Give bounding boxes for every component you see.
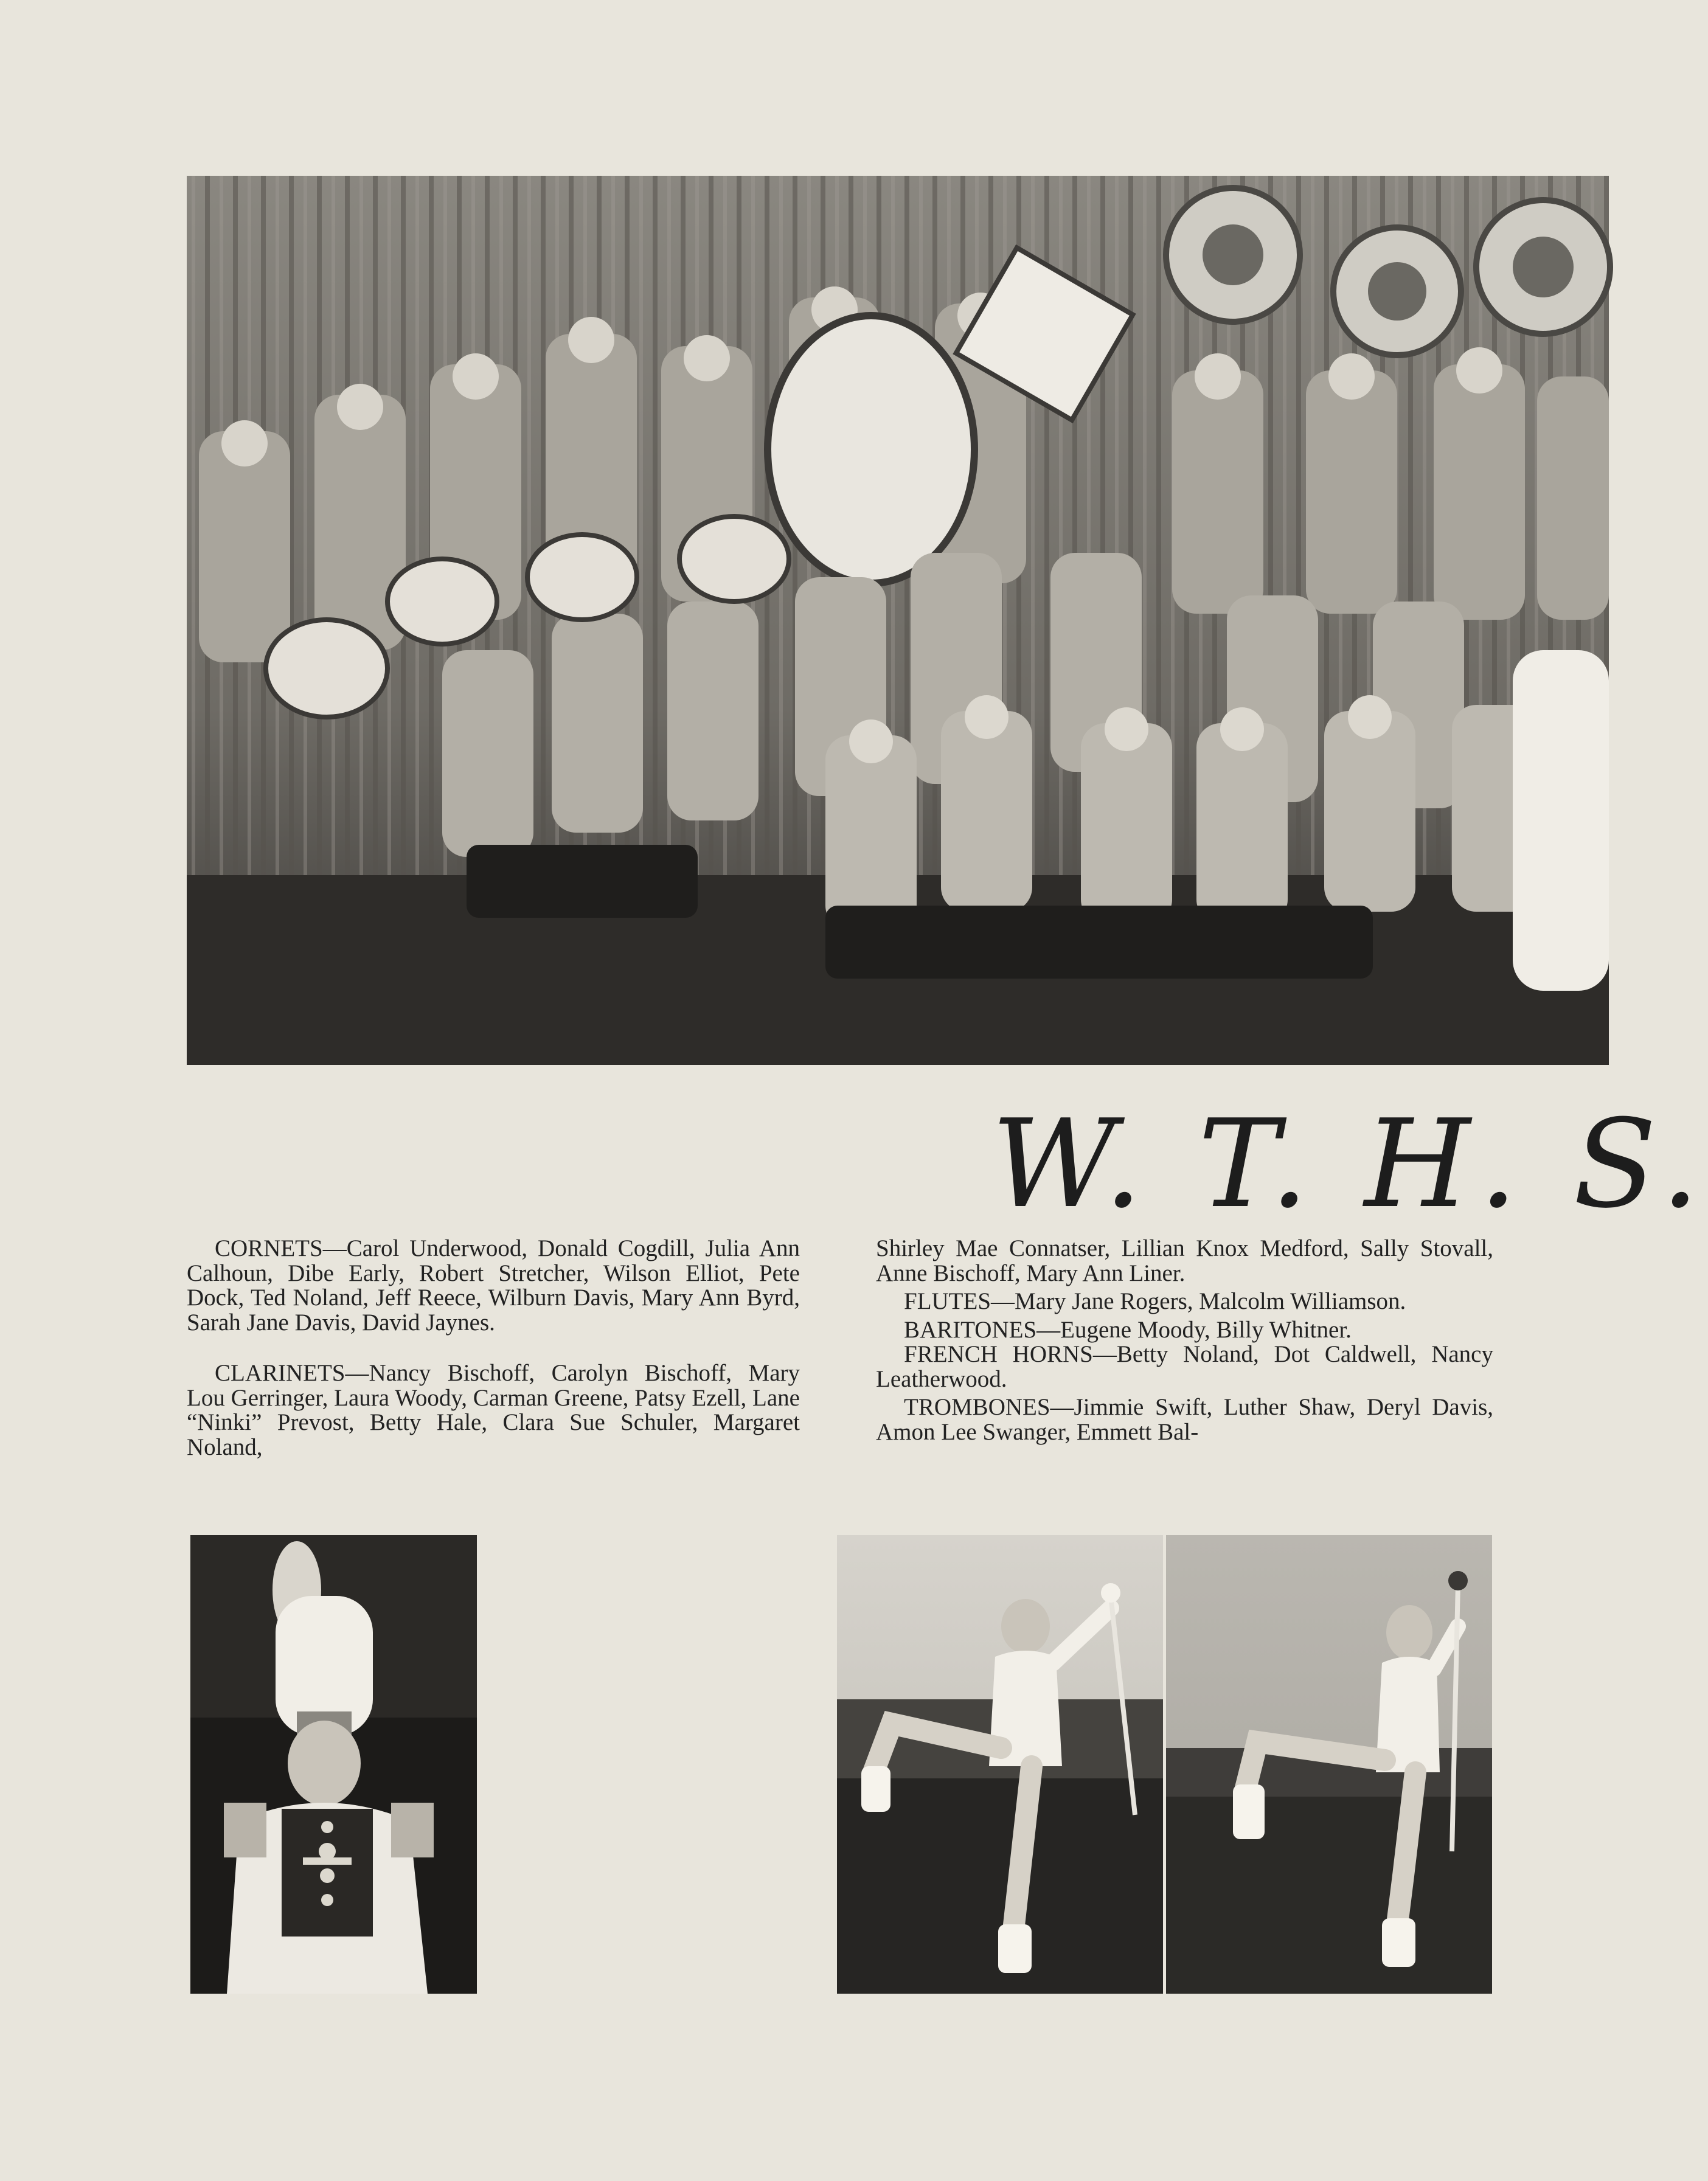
roster-column-right [876,1236,1493,1444]
clarinets-continued-paragraph: Shirley Mae Connatser, Lillian Knox Medford, Sally Stovall, Anne Bischoff, Mary Ann Liner. [876,1235,1493,1286]
drum-major-portrait [190,1535,477,1994]
cornets-paragraph: CORNETS—Carol Underwood, Donald Cogdill, Julia Ann Calhoun, Dibe Early, Robert Stretcher, Wilson Elliot, Pete Dock, Ted Noland, Jeff Reece, Wilburn Davis, Mary Ann Byrd, Sarah Jane Davis, David Jaynes. [187,1235,800,1336]
trombones-paragraph: TROMBONES—Jimmie Swift, Luther Shaw, Deryl Davis, Amon Lee Swanger, Emmett Bal- [876,1394,1493,1445]
majorette-high-kick [837,1535,1163,1994]
roster-column-left [187,1236,800,1460]
baritones-paragraph: BARITONES—Eugene Moody, Billy Whitner. [904,1316,1352,1343]
clarinets-paragraph: CLARINETS—Nancy Bischoff, Carolyn Bischoff, Mary Lou Gerringer, Laura Woody, Carman Greene, Patsy Ezell, Lane “Ninki” Prevost, Betty Hale, Clara Sue Schuler, Margaret Noland, [187,1360,800,1460]
french-horns-paragraph: FRENCH HORNS—Betty Noland, Dot Caldwell, Nancy Leatherwood. [876,1341,1493,1392]
band-group-photo [187,176,1609,1065]
school-initials-title: W. T. H. S. [991,1094,1708,1235]
flutes-paragraph: FLUTES—Mary Jane Rogers, Malcolm Williamson. [904,1288,1406,1314]
majorette-baton-pose [1166,1535,1492,1994]
